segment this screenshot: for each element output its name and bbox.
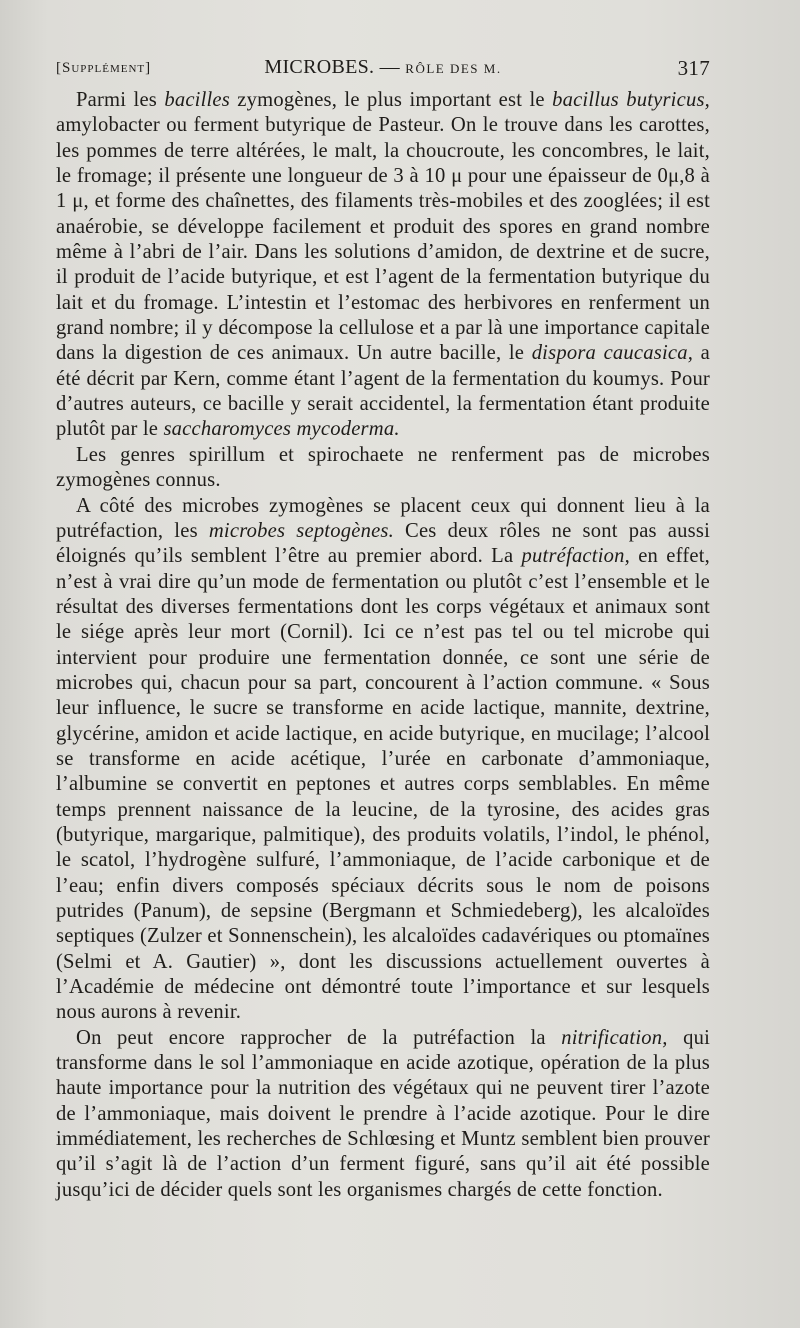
text-run: zymogènes, le plus important est le (229, 89, 553, 111)
text-run: amylobacter ou ferment butyrique de Pasteur. On le trouve dans les carottes, les pommes de terre altérées, le malt, la choucroute, les concombres, le lait, le fromage; il présente une longueur de 3 à 10 μ pour une épaisseur de 0μ,8 à 1 μ, et forme des chaînettes, des filaments très-mobiles et des zooglées; il est anaérobie, se développe facilement et produit des spores en grand nombre même à l’abri de l’air. Dans les solutions d’amidon, de dextrine et de sucre, il produit de l’acide butyrique, et est l’agent de la fermentation butyrique du lait et du fromage. L’intestin et l’estomac des herbivores en renferment un grand nombre; il y décompose la cellulose et a par là une importance capitale dans la digestion de ces animaux. Un autre bacille, le (56, 114, 710, 365)
text-run: Parmi les (76, 89, 165, 111)
paragraph (56, 494, 710, 1026)
italic-term: bacilles (164, 89, 230, 111)
running-title (56, 56, 710, 79)
header-subtitle: RÔLE DES M. (405, 61, 502, 76)
italic-term: bacillus butyricus, (552, 89, 711, 111)
italic-term: dispora caucasica, (531, 342, 694, 365)
text-run: On peut encore rapprocher de la putréfaction la (76, 1026, 562, 1049)
text-run: en effet, n’est à vrai dire qu’un mode de fermentation ou plutôt c’est l’ensemble et le résultat des diverses fermentations dont les corps végétaux et animaux sont le siége après leur mort (Cornil). Ici ce n’est pas tel ou tel microbe qui intervient pour produire une fermentation donnée, ce sont une série de microbes qui, chacun pour sa part, concourent à l’action commune. « Sous leur influence, le sucre se transforme en acide lactique, mannite, dextrine, glycérine, amidon et acide lactique, en acide butyrique, en mucilage; l’alcool se transforme en acide acétique, l’urée en carbonate d’ammoniaque, l’albumine se convertit en peptones et autres corps semblables. En même temps prennent naissance de la leucine, de la tyrosine, des acides gras (butyrique, margarique, palmitique), des produits volatils, l’indol, le phénol, le scatol, l’hydrogène sulfuré, l’ammoniaque, de l’acide carbonique et de l’eau; enfin divers composés spéciaux décrits sous le nom de poisons putrides (Panum), de sepsine (Bergmann et Schmiedeberg), les alcaloïdes septiques (Zulzer et Sonnenschein), les alcaloïdes cadavériques ou ptomaïnes (Selmi et A. Gautier) », dont les discussions actuellement ouvertes à l’Académie de médecine ont démontré toute l’importance et sur lesquels nous aurons à revenir. (56, 545, 710, 1024)
paragraph (56, 443, 710, 494)
header-title: MICROBES. (264, 56, 375, 78)
text-run: a été décrit par Kern, comme étant l’agent de la fermentation du koumys. Pour d’autres auteurs, ce bacille y serait accidentel, la fermentation étant produite plutôt par le (56, 342, 710, 441)
paragraph (56, 1026, 710, 1203)
text-run: qui transforme dans le sol l’ammoniaque en acide azotique, opération de la plus haute importance pour la nutrition des végétaux qui ne peuvent tirer l’azote de l’ammoniaque, mais doivent le prendre à l’acide azotique. Pour le dire immédiatement, les recherches de Schlœsing et Muntz semblent bien prouver qu’il s’agit là de l’action d’un ferment figuré, sans qu’il ait été possible jusqu’ici de décider quels sont les organismes chargés de cette fonction. (56, 1026, 710, 1201)
running-header (56, 56, 710, 84)
italic-term: nitrification, (561, 1026, 668, 1049)
italic-term: microbes septogènes. (208, 519, 394, 542)
italic-term: putréfaction, (521, 545, 630, 568)
page-number: 317 (677, 56, 710, 80)
body-text (56, 88, 710, 1203)
section-label: [Supplément] (56, 60, 152, 76)
header-dash: — (379, 56, 400, 78)
paragraph (56, 88, 710, 443)
text-run: A côté des microbes zymogènes se placent ceux qui donnent lieu à la putréfaction, les (56, 494, 710, 542)
text-run: Ces deux rôles ne sont pas aussi éloignés qu’ils semblent l’être au premier abord. La (56, 519, 710, 568)
text-run: Les genres spirillum et spirochaete ne renferment pas de microbes zymogènes connus. (56, 443, 710, 492)
italic-term: saccharomyces mycoderma. (163, 418, 400, 441)
